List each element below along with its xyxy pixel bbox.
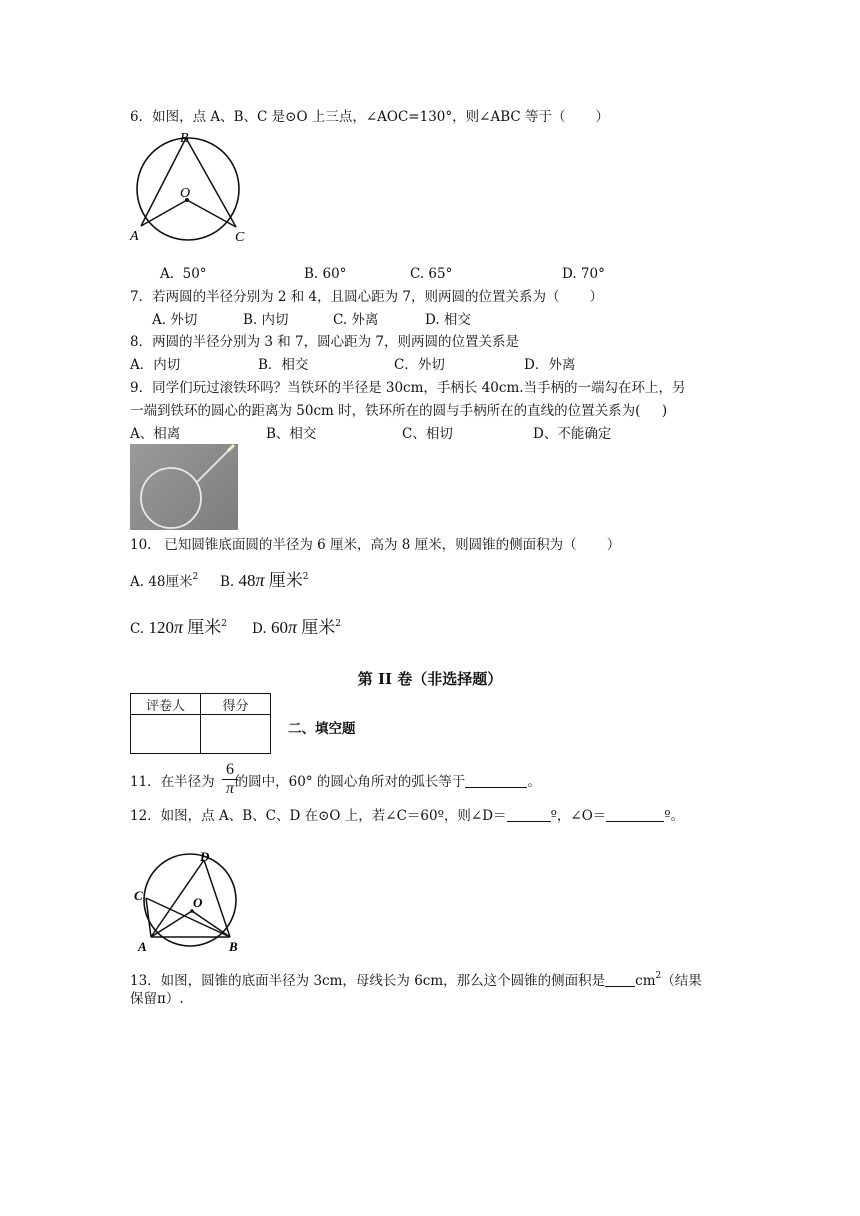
q6-label-o: O <box>180 186 191 201</box>
q8-option-b[interactable]: B．相交 <box>258 357 309 373</box>
score-table-score-cell[interactable] <box>201 715 271 754</box>
q9-option-c[interactable]: C、相切 <box>402 426 453 442</box>
q13-answer-blank[interactable] <box>605 972 635 987</box>
score-table <box>130 693 271 754</box>
q12-label-c: C <box>134 888 143 903</box>
q12-circle-figure <box>130 848 250 958</box>
q6-option-c[interactable]: C. 65° <box>410 266 453 282</box>
q10-stem: 10. 已知圆锥底面圆的半径为 6 厘米，高为 8 厘米，则圆锥的侧面积为（ ） <box>130 537 621 553</box>
q6-stem: 6．如图，点 A、B、C 是⊙O 上三点，∠AOC=130°，则∠ABC 等于（ ） <box>130 109 610 125</box>
q6-label-b: B <box>180 131 189 146</box>
q7-stem: 7．若两圆的半径分别为 2 和 4，且圆心距为 7，则两圆的位置关系为（ ） <box>130 289 604 305</box>
q12-label-b: B <box>229 939 238 954</box>
q7-option-a[interactable]: A. 外切 <box>152 312 198 328</box>
q9-stem-line1: 9．同学们玩过滚铁环吗？当铁环的半径是 30cm，手柄长 40cm.当手柄的一端勾在环上，另 <box>130 380 686 396</box>
q6-option-a[interactable]: A. 50° <box>160 266 207 282</box>
q10-option-c[interactable]: C. 120π 厘米$^2$ <box>130 617 227 637</box>
q6-label-a: A <box>130 229 139 244</box>
section-heading: 二、填空题 <box>288 721 356 737</box>
q12-stem: 12．如图，点 A、B、C、D 在⊙O 上，若∠C＝60º，则∠D＝ º，∠O＝ º。 <box>130 808 685 824</box>
q6-circle-figure <box>128 132 248 244</box>
q7-option-b[interactable]: B. 内切 <box>243 312 289 328</box>
q9-option-a[interactable]: A、相离 <box>130 426 181 442</box>
q7-option-d[interactable]: D. 相交 <box>425 312 471 328</box>
q12-label-d: D <box>200 849 210 864</box>
q8-option-d[interactable]: D．外离 <box>524 357 576 373</box>
q6-option-d[interactable]: D. 70° <box>562 266 605 282</box>
hoop-photo <box>130 444 238 530</box>
q10-option-b[interactable]: B. 48π 厘米$^2$ <box>220 570 309 590</box>
score-table-grader-cell[interactable] <box>131 715 201 754</box>
q9-stem-line2: 一端到铁环的圆心的距离为 50cm 时，铁环所在的圆与手柄所在的直线的位置关系为( ) <box>130 403 668 419</box>
q12-label-a: A <box>138 939 147 954</box>
q11-stem: 11．在半径为 的圆中，60° 的圆心角所对的弧长等于 。 <box>130 774 541 790</box>
q7-option-c[interactable]: C. 外离 <box>333 312 379 328</box>
q8-option-a[interactable]: A．内切 <box>130 357 181 373</box>
q8-stem: 8．两圆的半径分别为 3 和 7，圆心距为 7，则两圆的位置关系是 <box>130 334 520 350</box>
q11-answer-blank[interactable] <box>465 773 527 788</box>
q13-stem-line1: 13．如图，圆锥的底面半径为 3cm，母线长为 6cm，那么这个圆锥的侧面积是 $cm^2$（结果 <box>130 971 702 989</box>
q12-label-o: O <box>193 895 203 910</box>
q8-option-c[interactable]: C．外切 <box>394 357 445 373</box>
q10-option-a[interactable]: A. 48厘米$^2$ <box>130 572 199 590</box>
q11-fraction: 6 π <box>222 762 238 797</box>
score-table-score-header: 得分 <box>201 694 271 715</box>
q6-label-c: C <box>235 230 245 245</box>
section-title: 第 II 卷（非选择题） <box>357 670 503 688</box>
score-table-grader-header: 评卷人 <box>131 694 201 715</box>
q10-option-d[interactable]: D. 60π 厘米$^2$ <box>252 617 341 637</box>
q9-option-b[interactable]: B、相交 <box>266 426 317 442</box>
q12-answer-blank-o[interactable] <box>606 807 664 822</box>
q12-answer-blank-d[interactable] <box>507 807 551 822</box>
q6-option-b[interactable]: B. 60° <box>304 266 347 282</box>
q13-stem-line2: 保留π）. <box>130 991 184 1007</box>
q9-option-d[interactable]: D、不能确定 <box>533 426 612 442</box>
